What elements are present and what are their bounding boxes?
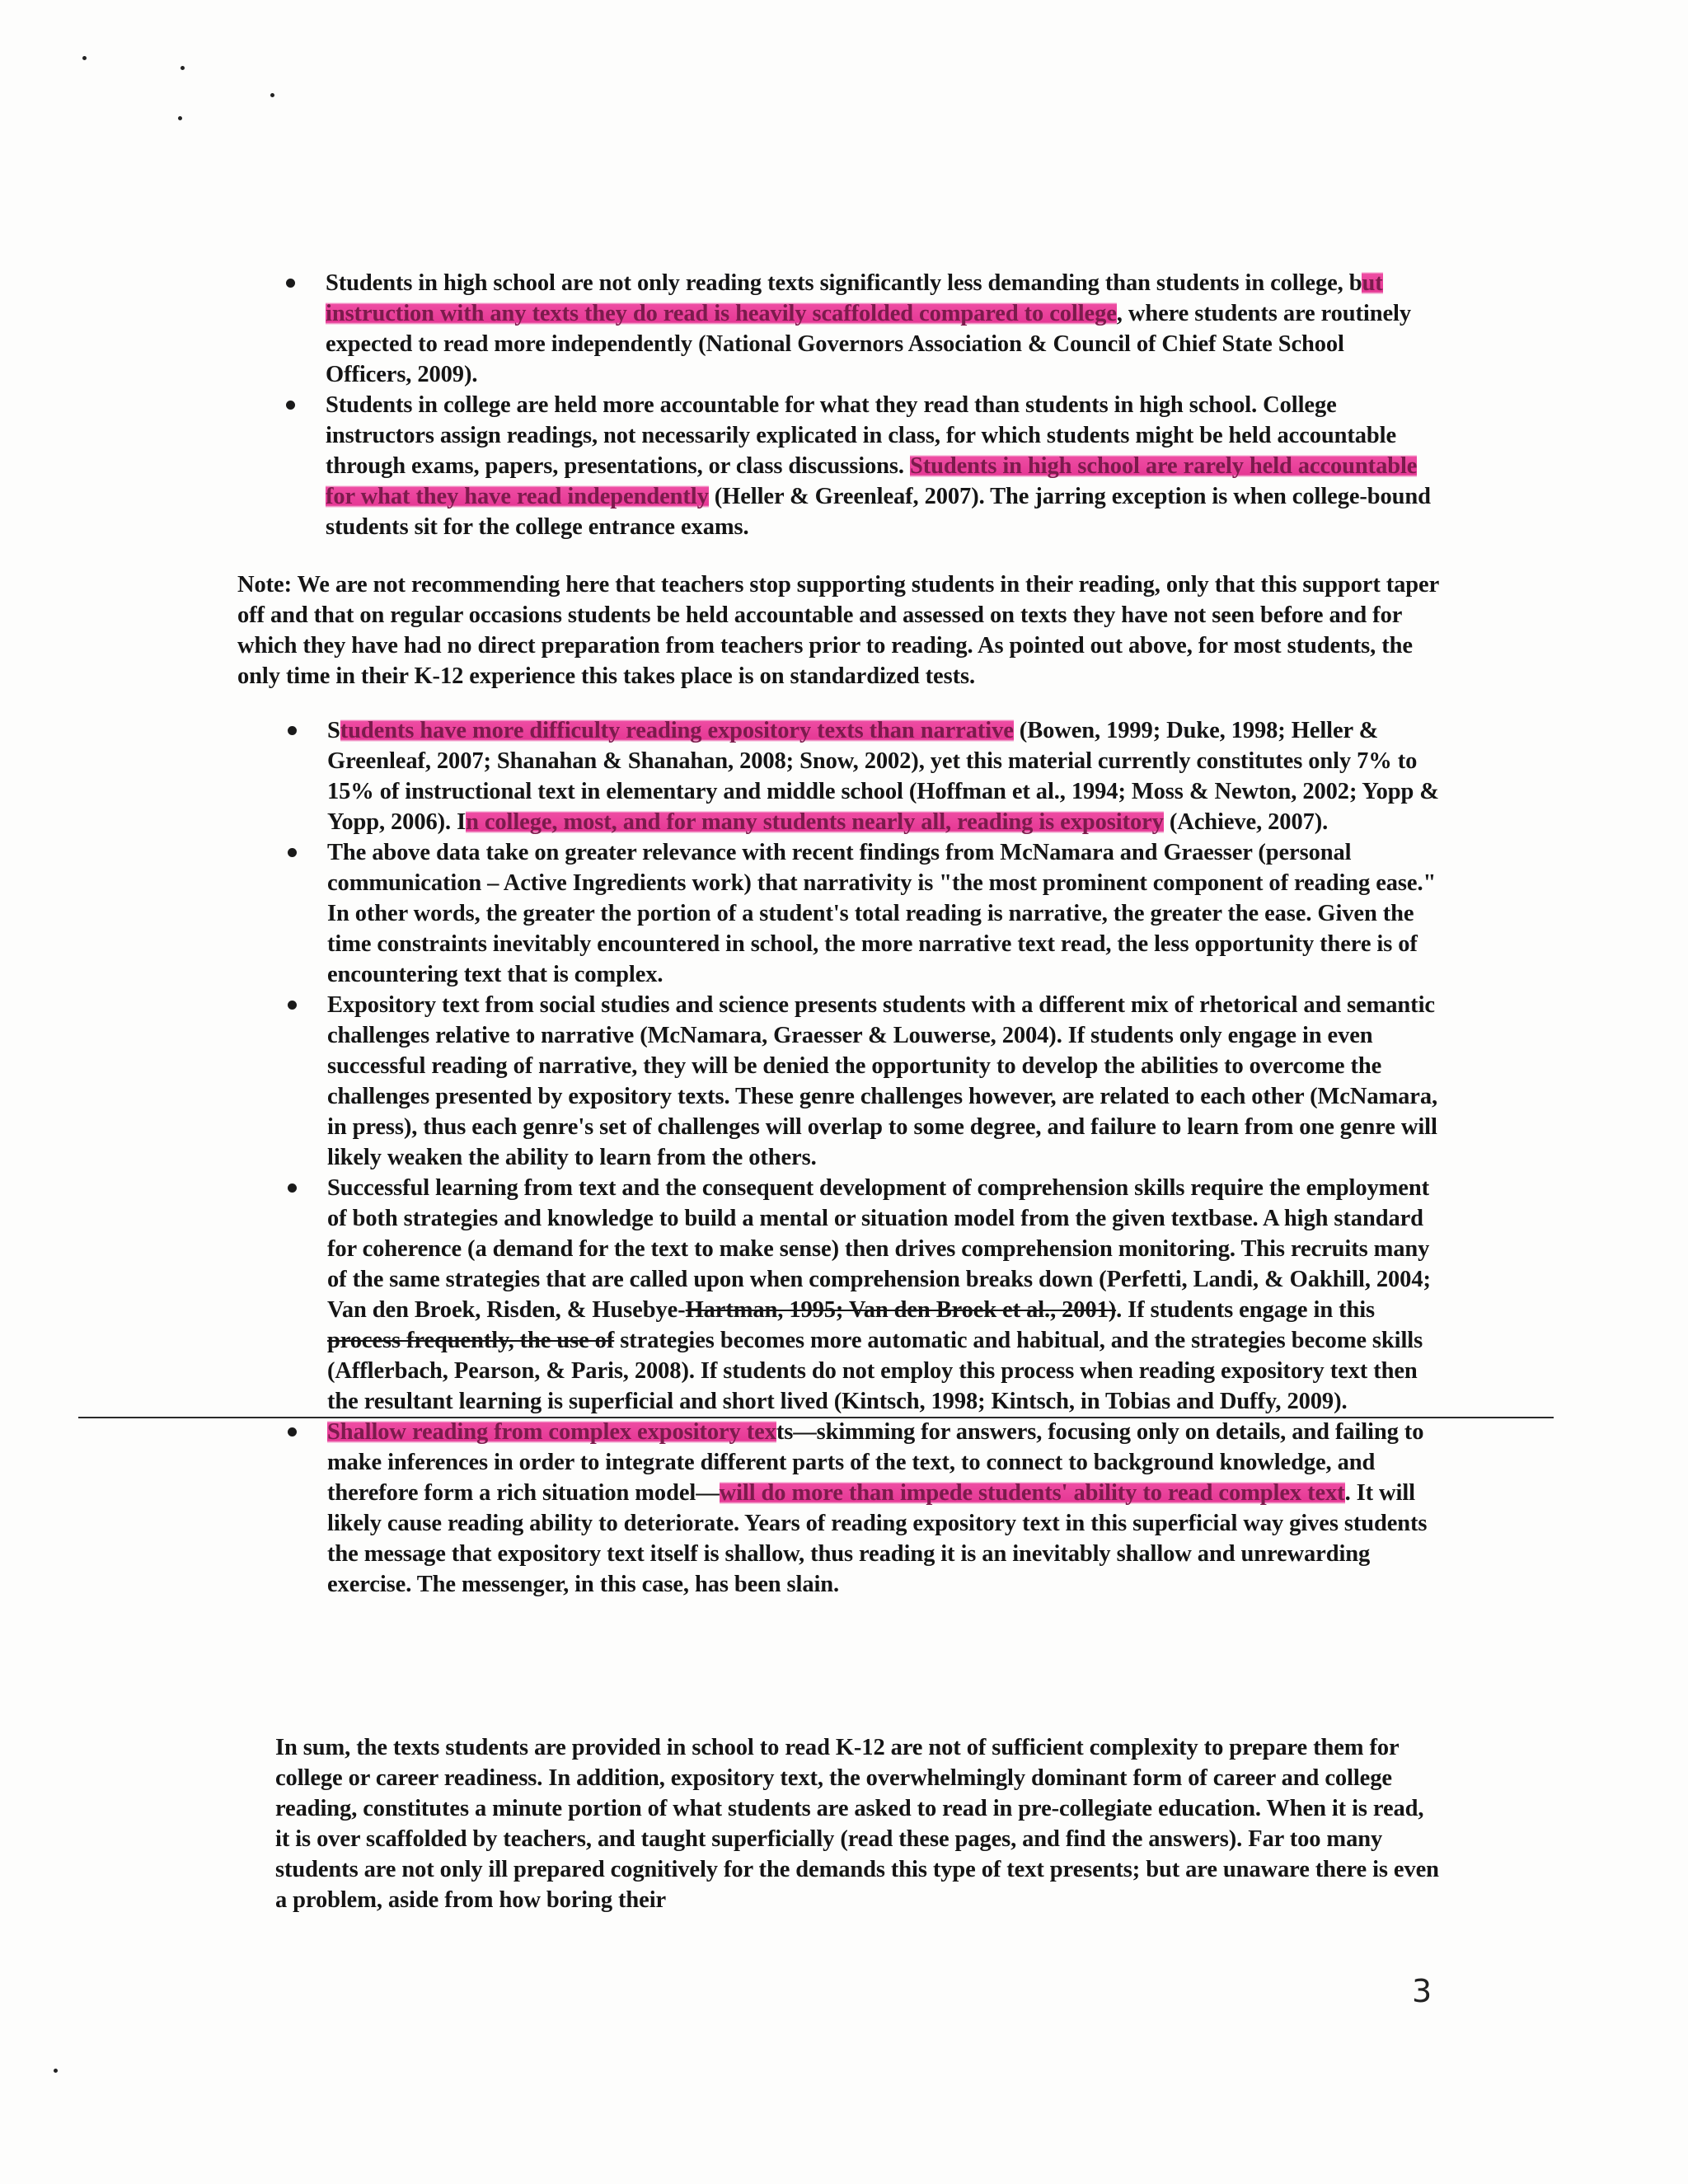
item-text: (Heller & Greenleaf, 2007). The jarring exception is when college-bound students sit for the college entrance exams. <box>326 484 1431 540</box>
scan-speck <box>181 66 185 70</box>
hand-drawn-rule <box>78 1417 1554 1418</box>
summary-paragraph: In sum, the texts students are provided in school to read K-12 are not of sufficient complexity to prepare them for college or career readiness. In addition, expository text, the overwhelmingly dominant form of career and college reading, constitutes a minute portion of what students are asked to read in pre-collegiate education. When it is read, it is over scaffolded by teachers, and taught superficially (read these pages, and find the answers). Far too many students are not only ill prepared cognitively for the demands this type of text presents; but are unaware there is even a problem, aside from how boring their <box>275 1735 1439 1913</box>
item-text: (Bowen, 1999; Duke, 1998; Heller & Greenleaf, 2007; Shanahan & Shanahan, 2008; Snow, 2002), yet this material currently constitutes only 7% to 15% of instructional text in elementary and middle school (Hoffman et al., 1994; Moss & Newton, 2002; Yopp & Yopp, 2006). I <box>327 718 1439 835</box>
item-text: Students in high school are not only reading texts significantly less demanding than students in college, b <box>326 270 1362 296</box>
list-item <box>327 990 1440 1173</box>
item-text: Expository text from social studies and science presents students with a different mix of rhetorical and semantic challenges relative to narrative (McNamara, Graesser & Louwerse, 2004). If students only engage in even successful reading of narrative, they will be denied the opportunity to develop the abilities to overcome the challenges presented by expository texts. These genre challenges however, are related to each other (McNamara, in press), thus each genre's set of challenges will overlap to some degree, and failure to learn from one genre will likely weaken the ability to learn from the others. <box>327 992 1438 1170</box>
item-text: . It will likely cause reading ability to deteriorate. Years of reading expository text in this superficial way gives students the message that expository text itself is shallow, thus reading it is an inevitably shallow and unrewarding exercise. The messenger, in this case, has been slain. <box>327 1480 1428 1597</box>
list-item <box>326 268 1434 390</box>
item-text: , where students are routinely expected to read more independently (National Governors Association & Council of Chief State School Officers, 2009). <box>326 301 1411 387</box>
item-text: The above data take on greater relevance with recent findings from McNamara and Graesser (personal communication – Active Ingredients work) that narrativity is "the most prominent component of reading ease." In other words, the greater the portion of a student's total reading is narrative, the greater the ease. Given the time constraints inevitably encountered in school, the more narrative text read, the less opportunity there is of encountering text that is complex. <box>327 840 1437 987</box>
scan-speck <box>54 2069 58 2073</box>
item-text: S <box>327 718 340 743</box>
item-text: strategies becomes more automatic and habitual, and the strategies become skills (Afflerbach, Pearson, & Paris, 2008). If students do not employ this process when reading expository text then the resultant learning is superficial and short lived (Kintsch, 1998; Kintsch, in Tobias and Duffy, 2009). <box>327 1328 1423 1414</box>
scan-speck <box>178 116 182 120</box>
highlighted-text: Shallow reading from complex expository tex <box>327 1419 776 1445</box>
scan-speck <box>270 93 274 97</box>
struck-text: process frequently, the use of <box>327 1328 615 1353</box>
bullet-list-top <box>326 268 1434 542</box>
item-text: Successful learning from text and the consequent development of comprehension skills require the employment of both strategies and knowledge to build a mental or situation model from the given textbase. A high standard for coherence (a demand for the text to make sense) then drives comprehension monitoring. This recruits many of the same strategies that are called upon when comprehension breaks down (Perfetti, Landi, & Oakhill, 2004; Van den Broek, Risden, & Husebye- <box>327 1175 1431 1323</box>
highlighted-text: Students in high school are rarely held accountable for what they have read independently <box>326 453 1418 509</box>
item-text: . If students engage in this <box>1116 1297 1376 1323</box>
page-number: 3 <box>1412 1973 1432 2009</box>
highlighted-text: will do more than impede students' ability to read complex text <box>719 1480 1345 1506</box>
highlighted-text: n college, most, and for many students nearly all, reading is expository <box>466 809 1164 835</box>
scan-speck <box>82 56 87 60</box>
struck-text: Hartman, 1995; Van den Broek et al., 2001) <box>685 1297 1117 1323</box>
item-text: (Achieve, 2007). <box>1163 809 1329 835</box>
list-item <box>327 715 1440 837</box>
note-paragraph: Note: We are not recommending here that teachers stop supporting students in their reading, only that this support taper off and that on regular occasions students be held accountable and assessed on texts they have not seen before and for which they have had no direct preparation from teachers prior to reading. As pointed out above, for most students, the only time in their K-12 experience this takes place is on standardized tests. <box>237 572 1439 689</box>
item-text: ts—skimming for answers, focusing only on details, and failing to make inferences in order to integrate different parts of the text, to connect to background knowledge, and therefore form a rich situation model— <box>327 1419 1424 1506</box>
item-text: Students in college are held more accountable for what they read than students in high school. College instructors assign readings, not necessarily explicated in class, for which students might be held accountable through exams, papers, presentations, or class discussions. <box>326 392 1396 479</box>
highlighted-text: ut instruction with any texts they do read is heavily scaffolded compared to college <box>326 270 1383 326</box>
list-item <box>327 1417 1440 1600</box>
highlighted-text: tudents have more difficulty reading expository texts than narrative <box>340 718 1014 743</box>
list-item <box>327 837 1440 990</box>
list-item <box>327 1173 1440 1417</box>
list-item <box>326 390 1434 542</box>
bullet-list-main <box>327 715 1440 1600</box>
